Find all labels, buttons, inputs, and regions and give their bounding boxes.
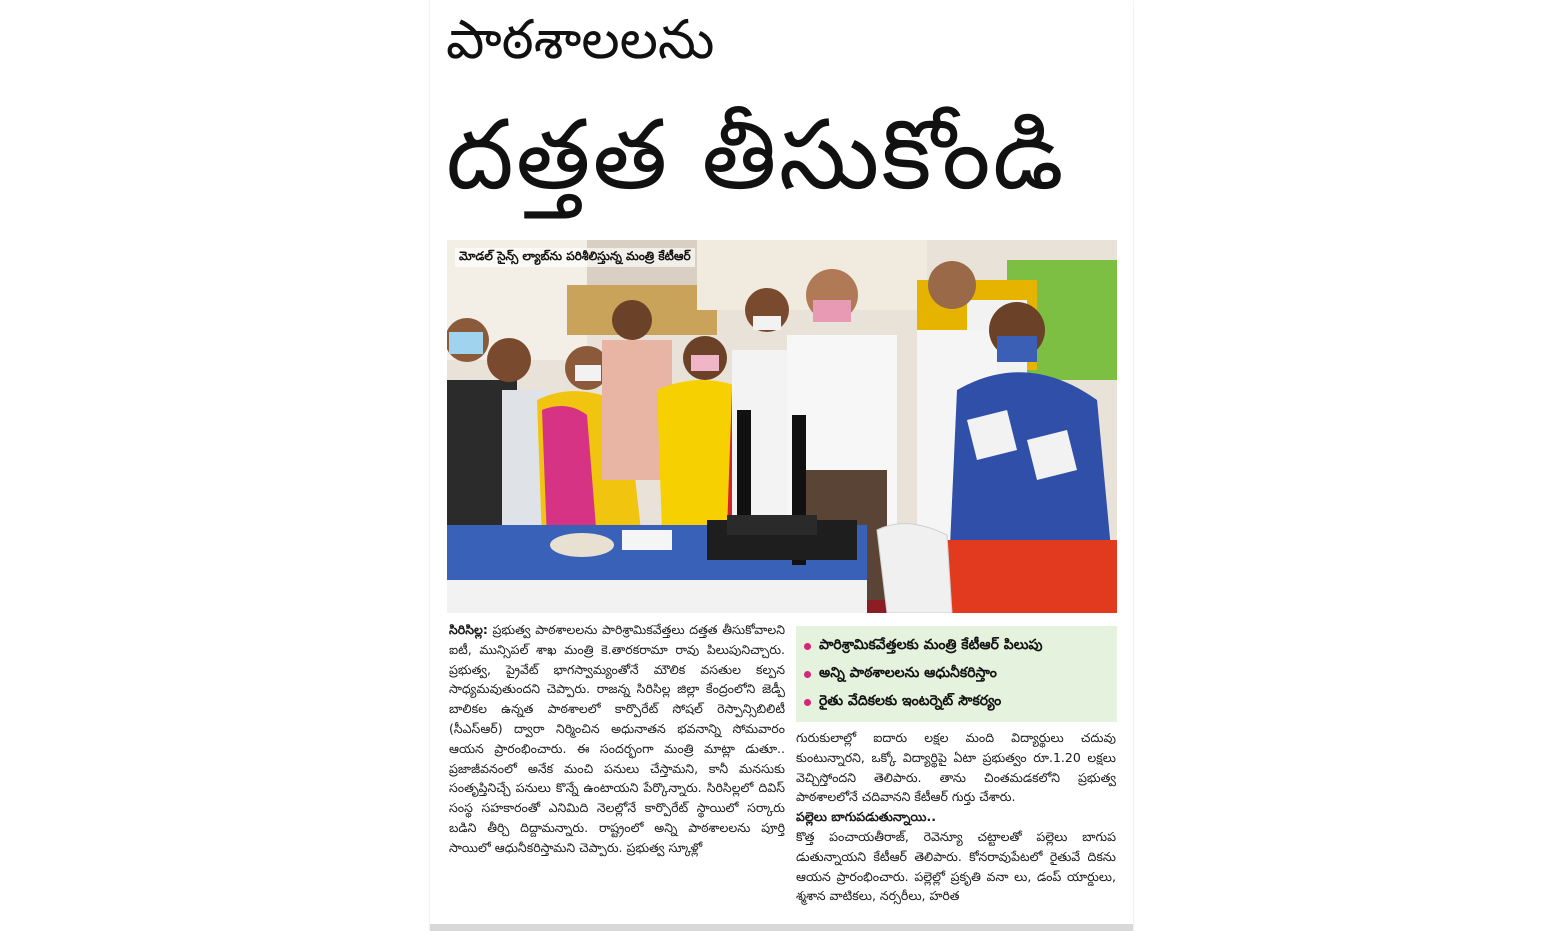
article-column-left [449, 620, 785, 920]
article-right-text: గురుకులాల్లో ఐదారు లక్షల మంది విద్యార్థులు చదువు కుంటున్నారని, ఒక్కో విద్యార్థిపై ఏటా ప్రభుత్వం రూ.1.20 లక్షలు వెచ్చిస్తోందని తెలిపారు. తాను చింతమడకలోని ప్రభుత్వ పాఠశాలలోనే చదివానని కేటీఆర్ గుర్తు చేశారు. [796, 730, 1116, 805]
photo-illustration [447, 240, 1117, 613]
highlights-box [796, 626, 1117, 722]
highlight-text: పారిశ్రామికవేత్తలకు మంత్రి కేటీఆర్ పిలుపు [819, 636, 1043, 653]
clipping-bottom-border [430, 924, 1133, 931]
news-photo [447, 240, 1117, 613]
article-left-text: ప్రభుత్వ పాఠశాలలను పారిశ్రామికవేత్తలు దత్తత తీసుకోవాలని ఐటీ, మున్సిపల్ శాఖ మంత్రి కె.తారకరామా రావు పిలుపునిచ్చారు. ప్రభుత్వ, ప్రైవేట్ భాగస్వామ్యంతోనే మౌలిక వసతుల కల్పన సాధ్యమవుతుందని చెప్పారు. రాజన్న సిరిసిల్ల జిల్లా కేంద్రంలోని జెడ్పీ బాలికల ఉన్నత పాఠశాలలో కార్పొరేట్ సోషల్ రెస్పాన్సిబిలిటీ (సీఎస్ఆర్) ద్వారా నిర్మించిన అధునాతన భవనాన్ని సోమవారం ఆయన ప్రారంభించారు. ఈ సందర్భంగా మంత్రి మాట్లా డుతూ.. ప్రజాజీవనంలో అనేక మంచి పనులు చేస్తామని, కానీ మనసుకు సంతృప్తినిచ్చే పనులు కొన్నే ఉంటాయని పేర్కొన్నారు. సిరిసిల్లలో దివిస్ సంస్థ సహకారంతో ఎనిమిది నెలల్లోనే కార్పొరేట్ స్థాయిలో సర్కారు బడిని తీర్చి దిద్దామన్నారు. రాష్ట్రంలో అన్ని పాఠశాలలను పూర్తి సాయిలో ఆధునీకరిస్తామని చెప్పారు. ప్రభుత్వ స్కూళ్లో [449, 622, 785, 855]
highlight-item [804, 688, 1109, 716]
highlight-text: అన్ని పాఠశాలలను ఆధునీకరిస్తాం [819, 664, 997, 681]
article-column-right [796, 728, 1116, 924]
article-dateline: సిరిసిల్ల: [449, 622, 488, 637]
article-right-text-2: కొత్త పంచాయతీరాజ్, రెవెన్యూ చట్టాలతో పల్లెలు బాగుప డుతున్నాయని కేటీఆర్ తెలిపారు. కోనరావుపేటలో రైతువే దికను ఆయన ప్రారంభించారు. పల్లెల్లో ప్రకృతి వనా లు, డంప్ యార్డులు, శ్మశాన వాటికలు, నర్సరీలు, హరిత [796, 828, 1116, 904]
highlight-text: రైతు వేదికలకు ఇంటర్నెట్ సౌకర్యం [819, 692, 1002, 709]
headline-line-2: దత్తత తీసుకోండి [446, 99, 1066, 211]
bullet-icon [804, 699, 811, 706]
photo-caption: మోడల్ సైన్స్ ల్యాబ్‌ను పరిశీలిస్తున్న మంత్రి కేటీఆర్ [455, 248, 695, 267]
article-subhead: పల్లెలు బాగుపడుతున్నాయి.. [796, 809, 936, 825]
headline-line-1: పాఠశాలలను [446, 8, 715, 71]
bullet-icon [804, 671, 811, 678]
highlight-item [804, 632, 1109, 660]
highlight-item [804, 660, 1109, 688]
bullet-icon [804, 643, 811, 650]
